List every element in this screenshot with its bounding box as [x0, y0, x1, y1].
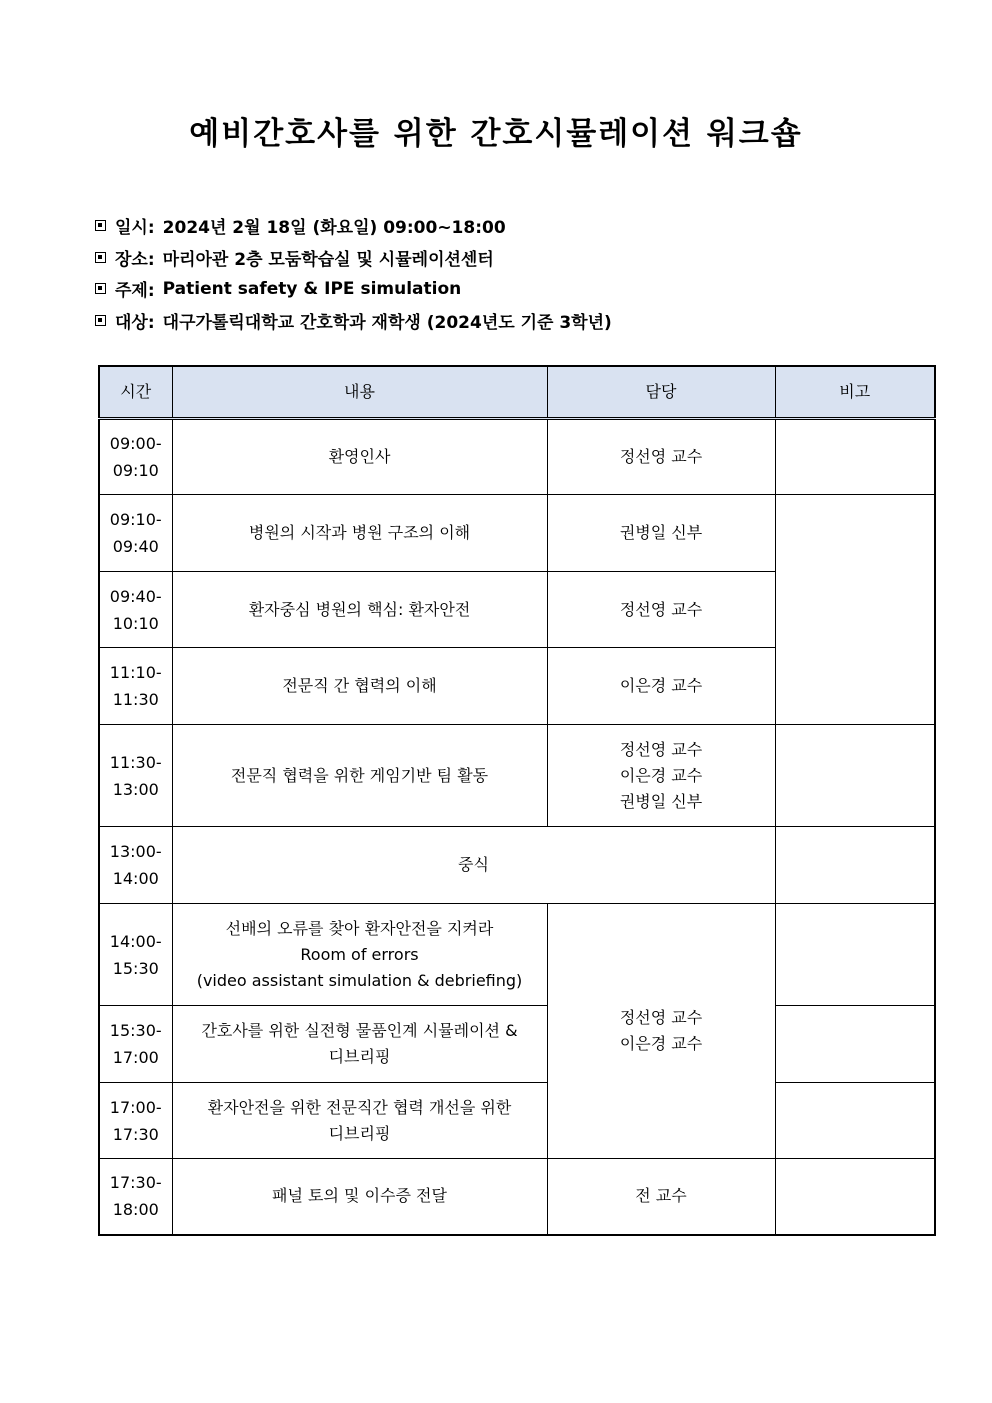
header-note: 비고 [775, 366, 935, 419]
table-row [99, 725, 935, 827]
content-cell: 환자안전을 위한 전문직간 협력 개선을 위한 디브리핑 [172, 1083, 547, 1159]
table-row [99, 419, 935, 495]
content-cell: 전문직 간 협력의 이해 [172, 648, 547, 725]
time-cell: 15:30- 17:00 [99, 1006, 172, 1083]
header-staff: 담당 [547, 366, 775, 419]
time-cell: 13:00- 14:00 [99, 827, 172, 904]
content-cell: 전문직 협력을 위한 게임기반 팀 활동 [172, 725, 547, 827]
content-cell: 환영인사 [172, 419, 547, 495]
content-cell: 환자중심 병원의 핵심: 환자안전 [172, 572, 547, 648]
staff-cell: 정선영 교수 [547, 419, 775, 495]
square-bullet-icon [95, 220, 106, 231]
info-label: 장소: [115, 249, 155, 270]
note-cell [775, 495, 935, 725]
table-row [99, 827, 935, 904]
staff-cell: 정선영 교수 이은경 교수 권병일 신부 [547, 725, 775, 827]
info-row-target [95, 305, 612, 337]
note-cell [775, 1083, 935, 1159]
time-cell: 11:10- 11:30 [99, 648, 172, 725]
staff-cell: 권병일 신부 [547, 495, 775, 572]
page-title: 예비간호사를 위한 간호시뮬레이션 워크숍 [189, 116, 803, 152]
time-cell: 17:30- 18:00 [99, 1159, 172, 1235]
staff-cell: 정선영 교수 이은경 교수 [547, 904, 775, 1159]
event-info [95, 210, 612, 336]
info-row-date [95, 210, 612, 242]
square-bullet-icon [95, 252, 106, 263]
table-row [99, 904, 935, 1006]
schedule-table [98, 365, 936, 1236]
content-cell: 병원의 시작과 병원 구조의 이해 [172, 495, 547, 572]
content-cell: 간호사를 위한 실전형 물품인계 시뮬레이션 & 디브리핑 [172, 1006, 547, 1083]
table-header-row [99, 366, 935, 419]
info-value: 마리아관 2층 모둠학습실 및 시뮬레이션센터 [162, 249, 494, 270]
table-row [99, 1006, 935, 1083]
info-row-topic [95, 273, 612, 305]
info-value: 2024년 2월 18일 (화요일) 09:00~18:00 [162, 218, 506, 239]
info-label: 대상: [115, 312, 155, 333]
note-cell [775, 1159, 935, 1235]
note-cell [775, 725, 935, 827]
time-cell: 09:10- 09:40 [99, 495, 172, 572]
header-time: 시간 [99, 366, 172, 419]
staff-cell: 이은경 교수 [547, 648, 775, 725]
table-row [99, 1083, 935, 1159]
info-label: 일시: [115, 218, 155, 239]
content-cell: 패널 토의 및 이수증 전달 [172, 1159, 547, 1235]
content-cell: 선배의 오류를 찾아 환자안전을 지켜라 Room of errors (video assistant simulation & debriefing) [172, 904, 547, 1006]
info-row-place [95, 242, 612, 274]
info-label: 주제: [115, 281, 155, 302]
square-bullet-icon [95, 283, 106, 294]
note-cell [775, 904, 935, 1006]
info-value: Patient safety & IPE simulation [162, 278, 462, 299]
note-cell [775, 827, 935, 904]
info-value: 대구가톨릭대학교 간호학과 재학생 (2024년도 기준 3학년) [162, 312, 612, 333]
square-bullet-icon [95, 315, 106, 326]
note-cell [775, 1006, 935, 1083]
content-cell: 중식 [172, 827, 775, 904]
table-row [99, 1159, 935, 1235]
time-cell: 14:00- 15:30 [99, 904, 172, 1006]
staff-cell: 전 교수 [547, 1159, 775, 1235]
note-cell [775, 419, 935, 495]
time-cell: 09:00- 09:10 [99, 419, 172, 495]
staff-cell: 정선영 교수 [547, 572, 775, 648]
table-row [99, 495, 935, 572]
time-cell: 11:30- 13:00 [99, 725, 172, 827]
time-cell: 09:40- 10:10 [99, 572, 172, 648]
time-cell: 17:00- 17:30 [99, 1083, 172, 1159]
header-content: 내용 [172, 366, 547, 419]
